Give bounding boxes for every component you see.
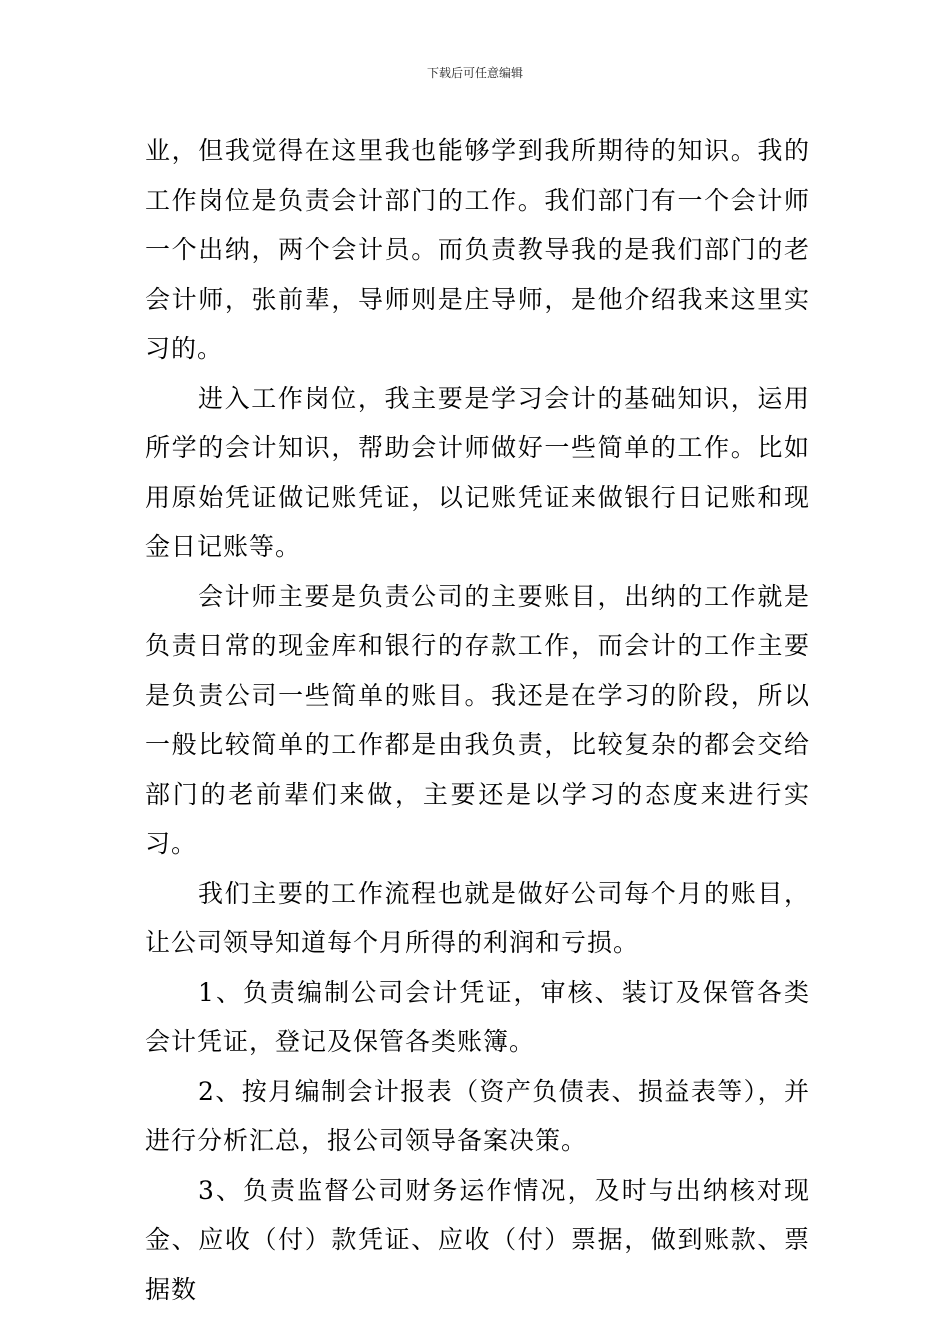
paragraph-1: 业，但我觉得在这里我也能够学到我所期待的知识。我的工作岗位是负责会计部门的工作。我们部门有一个会计师一个出纳，两个会计员。而负责教导我的是我们部门的老会计师，张前辈，导师则是庄导师，是他介绍我来这里实习的。: [145, 136, 810, 363]
list-item-2: 2、按月编制会计报表（资产负债表、损益表等），并进行分析汇总，报公司领导备案决策。: [145, 1076, 810, 1155]
paragraph-3: 会计师主要是负责公司的主要账目，出纳的工作就是负责日常的现金库和银行的存款工作，而会计的工作主要是负责公司一些简单的账目。我还是在学习的阶段，所以一般比较简单的工作都是由我负责，比较复杂的都会交给部门的老前辈们来做，主要还是以学习的态度来进行实习。: [145, 581, 810, 858]
paragraph-4: 我们主要的工作流程也就是做好公司每个月的账目，让公司领导知道每个月所得的利润和亏损。: [145, 878, 810, 957]
paragraph-2: 进入工作岗位，我主要是学习会计的基础知识，运用所学的会计知识，帮助会计师做好一些简单的工作。比如用原始凭证做记账凭证，以记账凭证来做银行日记账和现金日记账等。: [145, 383, 810, 561]
list-item-1: 1、负责编制公司会计凭证，审核、装订及保管各类会计凭证，登记及保管各类账簿。: [145, 977, 810, 1056]
document-body: [145, 126, 810, 1314]
page-header: 下载后可任意编辑: [426, 66, 523, 80]
list-item-3: 3、负责监督公司财务运作情况，及时与出纳核对现金、应收（付）款凭证、应收（付）票据，做到账款、票据数: [145, 1175, 810, 1304]
